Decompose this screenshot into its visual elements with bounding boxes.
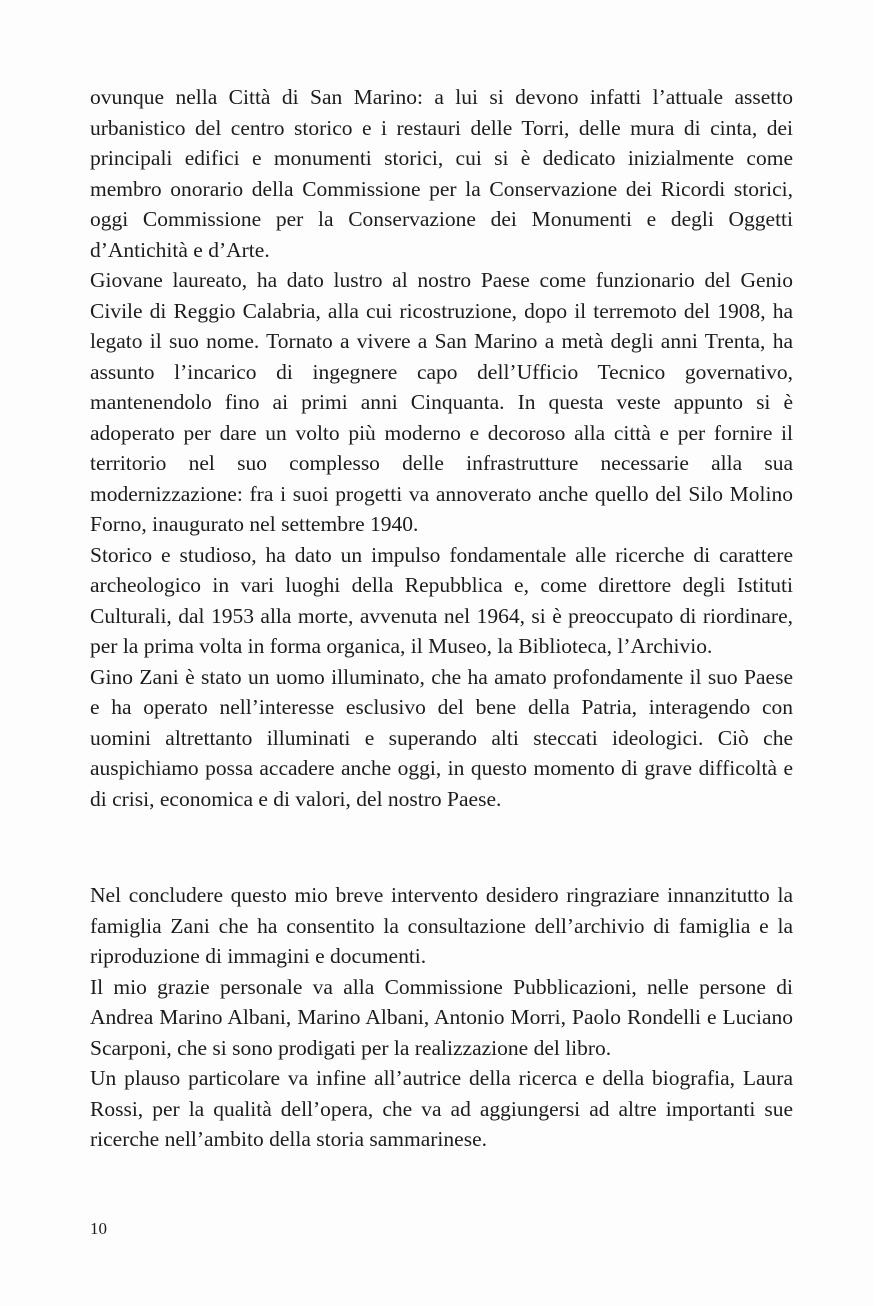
body-text-section-one	[90, 82, 793, 814]
paragraph-thanks-commission: Il mio grazie personale va alla Commissione Pubblicazioni, nelle persone di Andrea Marino Albani, Marino Albani, Antonio Morri, Paolo Rondelli e Luciano Scarponi, che si sono prodigati per la realizzazione del libro.	[90, 974, 793, 1060]
paragraph-thanks-family: Nel concludere questo mio breve intervento desidero ringraziare innanzitutto la famiglia Zani che ha consentito la consultazione dell’archivio di famiglia e la riproduzione di immagini e documenti.	[90, 883, 793, 968]
page-number: 10	[90, 1219, 107, 1238]
paragraph-young-graduate: Giovane laureato, ha dato lustro al nostro Paese come funzionario del Genio Civile di Reggio Calabria, alla cui ricostruzione, dopo il terremoto del 1908, ha legato il suo nome. Tornato a vivere a San Marino a metà degli anni Trenta, ha assunto l’incarico di ingegnere capo dell’Ufficio Tecnico governativo, mantenendolo fino ai primi anni Cinquanta. In questa veste appunto si è adoperato per dare un volto più moderno e decoroso alla città e per fornire il territorio nel suo complesso delle infrastrutture necessarie alla sua modernizzazione: fra i suoi progetti va annoverato anche quello del Silo Molino Forno, inaugurato nel settembre 1940.	[90, 268, 793, 536]
paragraph-illuminated-man: Gino Zani è stato un uomo illuminato, che ha amato profondamente il suo Paese e ha operato nell’interesse esclusivo del bene della Patria, interagendo con uomini altrettanto illuminati e superando alti steccati ideologici. Ciò che auspichiamo possa accadere anche oggi, in questo momento di grave difficoltà e di crisi, economica e di valori, del nostro Paese.	[90, 664, 793, 811]
paragraph-city-works: ovunque nella Città di San Marino: a lui si devono infatti l’attuale assetto urbanistico del centro storico e i restauri delle Torri, delle mura di cinta, dei principali edifici e monumenti storici, cui si è dedicato inizialmente come membro onorario della Commissione per la Conservazione dei Ricordi storici, oggi Commissione per la Conservazione dei Monumenti e degli Oggetti d’Antichità e d’Arte.	[90, 85, 793, 262]
body-text-section-two	[90, 880, 793, 1155]
paragraph-historian: Storico e studioso, ha dato un impulso fondamentale alle ricerche di carattere archeologico in vari luoghi della Repubblica e, come direttore degli Istituti Culturali, dal 1953 alla morte, avvenuta nel 1964, si è preoccupato di riordinare, per la prima volta in forma organica, il Museo, la Biblioteca, l’Archivio.	[90, 542, 793, 658]
paragraph-praise-author: Un plauso particolare va infine all’autrice della ricerca e della biografia, Laura Rossi, per la qualità dell’opera, che va ad aggiungersi ad altre importanti sue ricerche nell’ambito della storia sammarinese.	[90, 1066, 793, 1151]
